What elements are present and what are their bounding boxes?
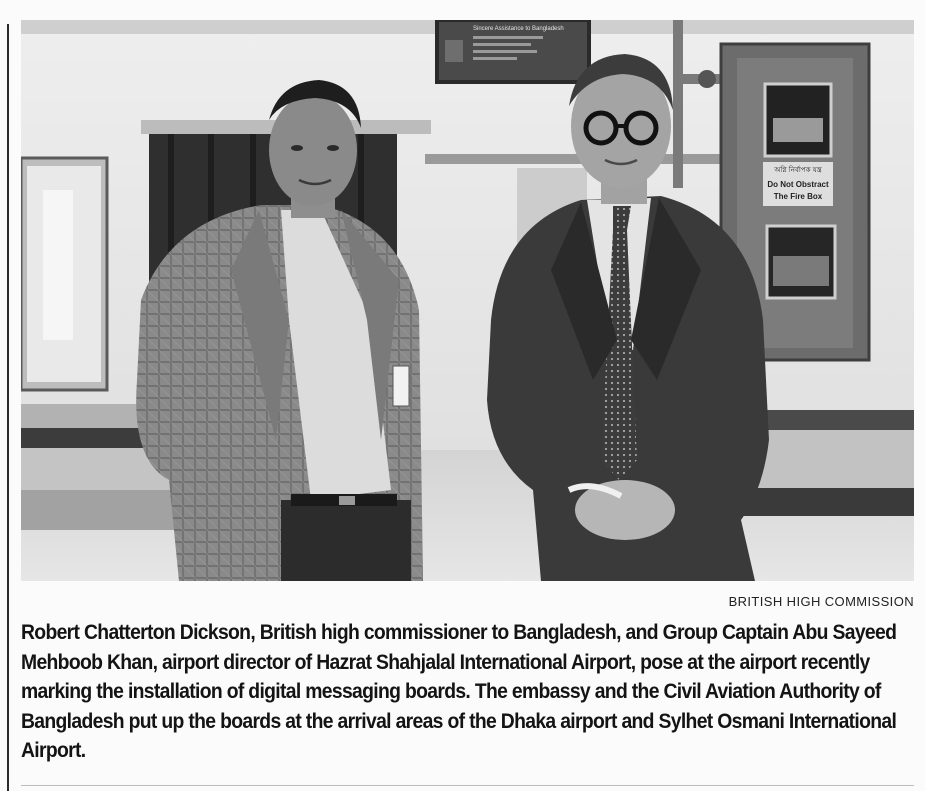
- bottom-rule: [21, 785, 914, 786]
- fire-box-sign-line1: Do Not Obstract: [767, 180, 829, 189]
- baggage-carousel-right: [743, 410, 914, 516]
- digital-messaging-board: [435, 20, 591, 84]
- screen-text: Sincere Assistance to Bangladesh: [473, 26, 564, 32]
- fire-box-sign-top: অগ্নি নির্বাপক যন্ত্র: [774, 166, 822, 174]
- photo-credit: BRITISH HIGH COMMISSION: [728, 594, 914, 609]
- fire-box-sign-line2: The Fire Box: [773, 192, 823, 201]
- column-rule: [7, 24, 9, 791]
- photo-caption: Robert Chatterton Dickson, British high commissioner to Bangladesh, and Group Captain Abu Sayeed Mehboob Khan, airport director of Hazrat Shahjalal International Airport, pose at the airport recently marking the installation of digital messaging boards. The embassy and the Civil Aviation Authority of Bangladesh put up the boards at the arrival areas of the Dhaka airport and Sylhet Osmani International Airport.: [21, 620, 897, 763]
- news-photo: [21, 20, 914, 581]
